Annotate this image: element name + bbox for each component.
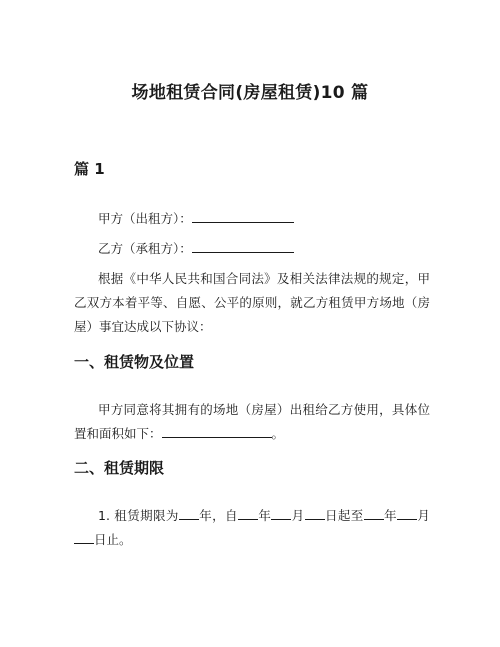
party-a-line (98, 208, 294, 229)
term-prefix: 1. 租赁期限为 (98, 508, 179, 523)
party-b-line (98, 238, 294, 259)
term-end-month: 月 (417, 508, 430, 523)
section-1-end: 。 (271, 426, 285, 441)
party-b-label: 乙方（承租方）： (98, 241, 192, 256)
party-b-blank (192, 238, 294, 253)
party-a-label: 甲方（出租方）： (98, 211, 192, 226)
term-start-day: 日起至 (324, 508, 364, 523)
section-1-text: 甲方同意将其拥有的场地（房屋）出租给乙方使用，具体位置和面积如下： (74, 402, 430, 441)
section-2-heading: 二、租赁期限 (74, 459, 165, 477)
end-year-blank (364, 505, 384, 520)
part-heading: 篇 1 (74, 160, 105, 178)
start-day-blank (305, 505, 325, 520)
term-year-from: 年，自 (198, 508, 238, 523)
document-title: 场地租赁合同(房屋租赁)10 篇 (131, 83, 369, 103)
start-month-blank (271, 505, 291, 520)
term-start-month: 月 (291, 508, 305, 523)
end-month-blank (397, 505, 417, 520)
term-end-day: 日止。 (94, 532, 132, 547)
term-paragraph (74, 504, 430, 552)
intro-paragraph: 根据《中华人民共和国合同法》及相关法律法规的规定，甲乙双方本着平等、自愿、公平的原则，就乙方租赁甲方场地（房屋）事宜达成以下协议： (74, 271, 430, 334)
section-1-heading: 一、租赁物及位置 (74, 353, 195, 371)
location-area-blank (162, 423, 272, 438)
term-years-blank (179, 505, 199, 520)
start-year-blank (238, 505, 258, 520)
term-end-year: 年 (383, 508, 398, 523)
term-start-year: 年 (257, 508, 272, 523)
party-a-blank (192, 208, 294, 223)
section-1-paragraph (74, 398, 430, 446)
end-day-blank (74, 529, 94, 544)
